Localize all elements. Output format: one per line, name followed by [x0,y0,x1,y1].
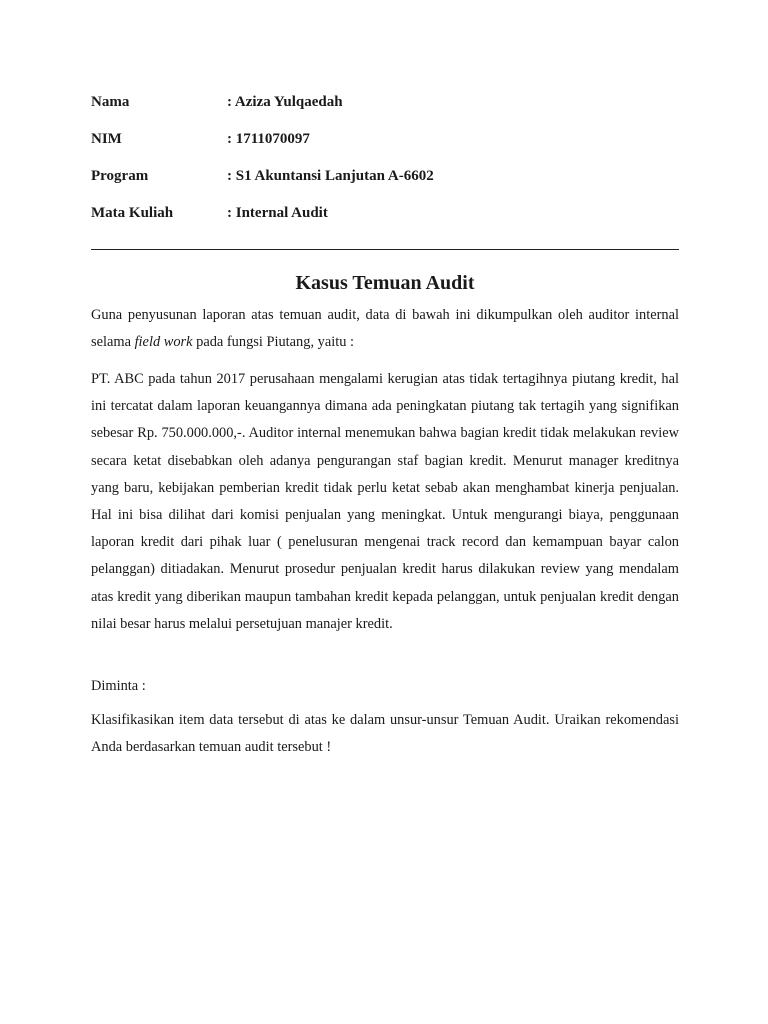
info-value: : Internal Audit [227,205,328,221]
info-value: : Aziza Yulqaedah [227,94,343,110]
info-label: NIM [91,131,122,147]
info-label: Nama [91,94,130,110]
intro-text-after: pada fungsi Piutang, yaitu : [192,334,355,351]
info-row-mata-kuliah [91,203,679,240]
intro-emphasis: field work [134,334,193,351]
horizontal-divider [91,249,679,250]
info-row-nim [91,129,679,166]
student-info [91,92,679,240]
task-paragraph: Klasifikasikan item data tersebut di atas ke dalam unsur-unsur Temuan Audit. Uraikan rekomendasi Anda berdasarkan temuan audit tersebut ! [91,712,679,756]
info-row-program [91,166,679,203]
diminta-label: Diminta : [91,678,146,694]
info-label: Mata Kuliah [91,205,174,221]
case-paragraph: PT. ABC pada tahun 2017 perusahaan mengalami kerugian atas tidak tertagihnya piutang kredit, hal ini tercatat dalam laporan keuangannya dimana ada peningkatan piutang tak tertagih yang signifikan sebesar Rp. 750.000.000,-. Auditor internal menemukan bahwa bagian kredit tidak melakukan review secara ketat disebabkan oleh adanya pengurangan staf bagian kredit. Menurut manager kreditnya yang baru, kebijakan pemberian kredit tidak perlu ketat sebab akan menghambat kinerja penjualan. Hal ini bisa dilihat dari komisi penjualan yang meningkat. Untuk mengurangi biaya, penggunaan laporan kredit dari pihak luar ( penelusuran mengenai track record dan kemampuan bayar calon pelanggan) ditiadakan. Menurut prosedur penjualan kredit harus dilakukan review yang mendalam atas kredit yang diberikan maupun tambahan kredit kepada pelanggan, untuk penjualan kredit dengan nilai besar harus melalui persetujuan manajer kredit. [91,371,679,632]
info-value: : 1711070097 [227,131,310,147]
document-title: Kasus Temuan Audit [295,272,475,294]
info-row-nama [91,92,679,129]
intro-paragraph [91,302,679,356]
info-label: Program [91,168,149,184]
intro-text-before: Guna penyusunan laporan atas temuan audit, data di bawah ini dikumpulkan oleh auditor internal selama [91,307,679,351]
info-value: : S1 Akuntansi Lanjutan A-6602 [227,168,434,184]
